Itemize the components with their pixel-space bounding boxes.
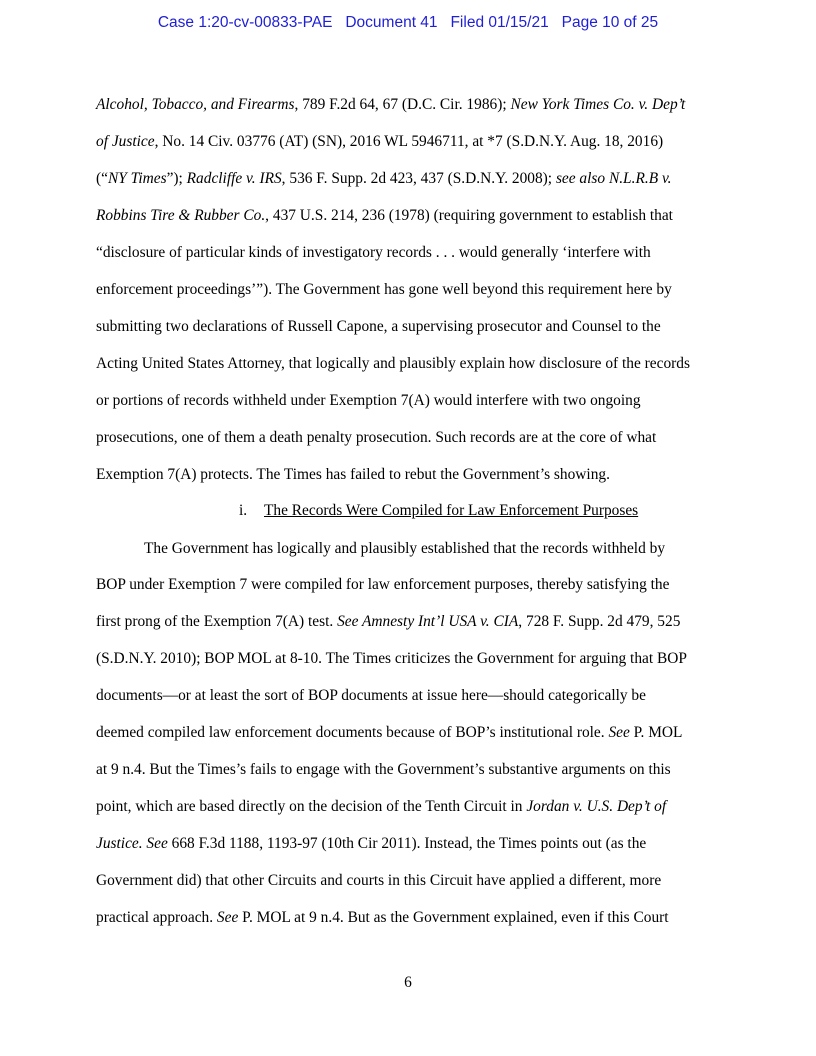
text-line: Justice. See 668 F.3d 1188, 1193-97 (10th Cir 2011). Instead, the Times points out (as the: [96, 835, 647, 852]
section-number: i.: [239, 502, 248, 519]
case-header: Case 1:20-cv-00833-PAE Document 41 Filed 01/15/21 Page 10 of 25: [157, 14, 659, 31]
text-line: “disclosure of particular kinds of investigatory records . . . would generally ‘interfere with: [96, 244, 651, 261]
section-title: The Records Were Compiled for Law Enforcement Purposes: [264, 502, 639, 519]
page-number: 6: [404, 974, 412, 991]
text-line: Government did) that other Circuits and courts in this Circuit have applied a different, more: [96, 872, 662, 889]
text-line: point, which are based directly on the decision of the Tenth Circuit in Jordan v. U.S. Dep’t of: [96, 798, 667, 815]
text-line: or portions of records withheld under Exemption 7(A) would interfere with two ongoing: [96, 392, 641, 409]
text-line: enforcement proceedings’”). The Government has gone well beyond this requirement here by: [96, 281, 672, 298]
text-line: Acting United States Attorney, that logically and plausibly explain how disclosure of the records: [96, 355, 690, 372]
text-line: The Government has logically and plausibly established that the records withheld by: [144, 540, 666, 557]
text-line: Alcohol, Tobacco, and Firearms, 789 F.2d 64, 67 (D.C. Cir. 1986); New York Times Co. v. Dep’t: [96, 96, 686, 113]
text-line: deemed compiled law enforcement documents because of BOP’s institutional role. See P. MOL: [96, 724, 683, 741]
text-line: Exemption 7(A) protects. The Times has failed to rebut the Government’s showing.: [96, 466, 610, 483]
text-line: practical approach. See P. MOL at 9 n.4. But as the Government explained, even if this Court: [96, 909, 669, 926]
text-line: submitting two declarations of Russell Capone, a supervising prosecutor and Counsel to the: [96, 318, 661, 335]
text-line: prosecutions, one of them a death penalty prosecution. Such records are at the core of what: [96, 429, 657, 446]
text-line: at 9 n.4. But the Times’s fails to engage with the Government’s substantive arguments on this: [96, 761, 671, 778]
text-line: Robbins Tire & Rubber Co., 437 U.S. 214, 236 (1978) (requiring government to establish that: [96, 207, 673, 224]
text-line: (“NY Times”); Radcliffe v. IRS, 536 F. Supp. 2d 423, 437 (S.D.N.Y. 2008); see also N.L.R.B v.: [96, 170, 672, 187]
text-line: (S.D.N.Y. 2010); BOP MOL at 8-10. The Times criticizes the Government for arguing that BOP: [96, 650, 687, 667]
text-line: documents—or at least the sort of BOP documents at issue here—should categorically be: [96, 687, 646, 704]
text-line: of Justice, No. 14 Civ. 03776 (AT) (SN), 2016 WL 5946711, at *7 (S.D.N.Y. Aug. 18, 2016): [96, 133, 664, 150]
text-line: first prong of the Exemption 7(A) test. See Amnesty Int’l USA v. CIA, 728 F. Supp. 2d 479, 525: [96, 613, 681, 630]
text-line: BOP under Exemption 7 were compiled for law enforcement purposes, thereby satisfying the: [96, 576, 670, 593]
